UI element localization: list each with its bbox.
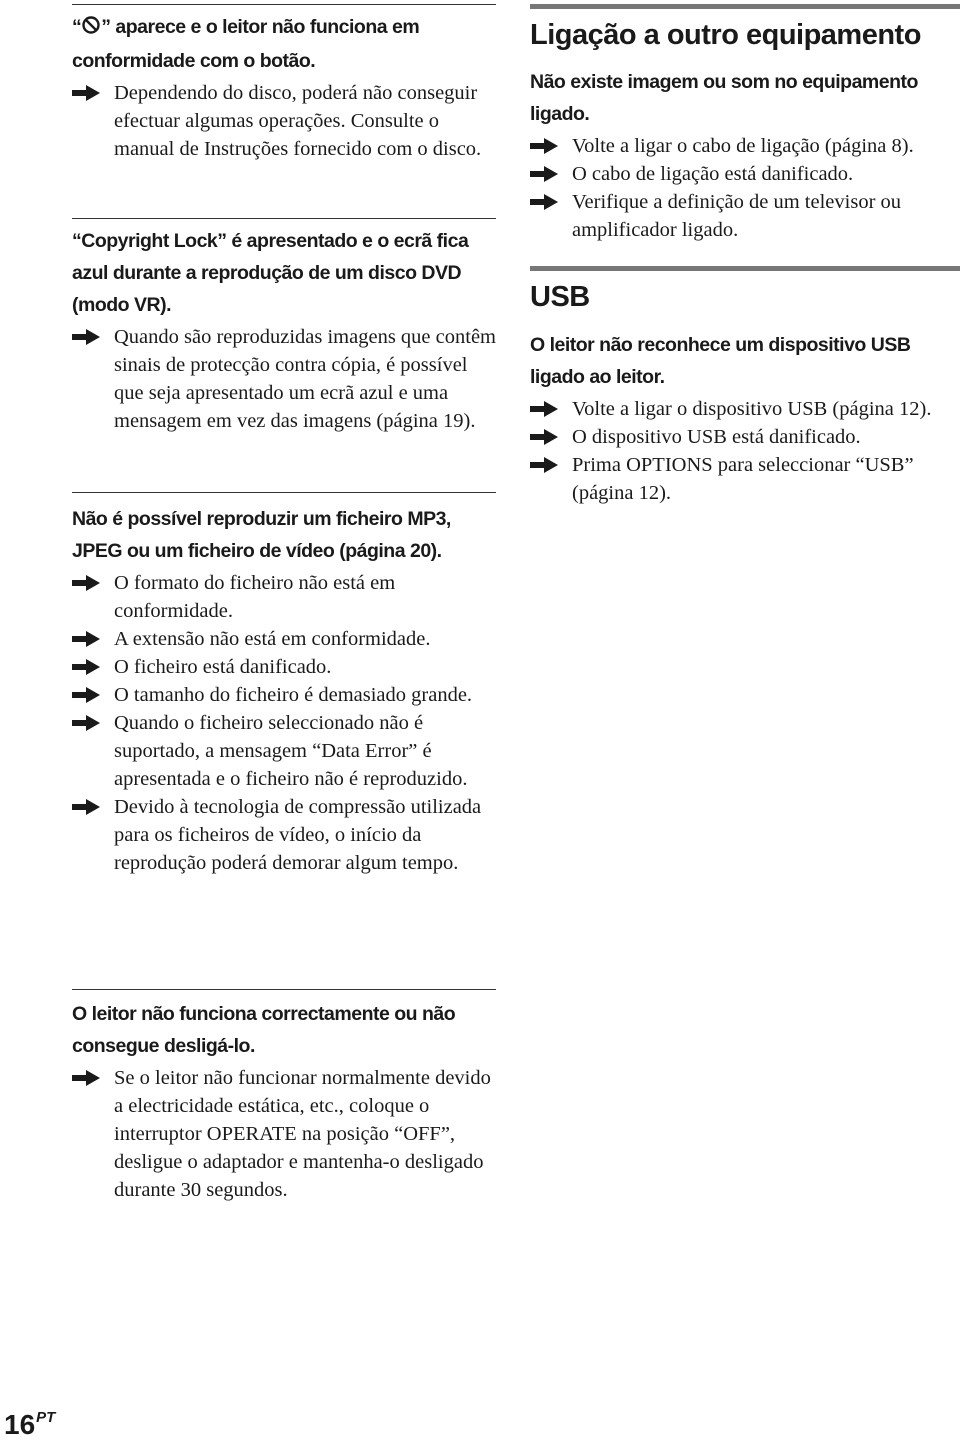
answer-item [72,569,496,625]
answer-item [72,1064,496,1204]
answer-item [530,160,960,188]
question-heading: O leitor não reconhece um dispositivo USB ligado ao leitor. [530,334,911,388]
answer-text: Dependendo do disco, poderá não conseguir efectuar algumas operações. Consulte o manual de Instruções fornecido com o disco. [114,82,482,160]
answer-item [530,395,960,423]
answer-item [530,132,960,160]
question-heading: O leitor não funciona correctamente ou não consegue desligá-lo. [72,1003,456,1057]
right-arrow-icon [530,395,572,423]
section-connection [530,4,960,244]
right-arrow-icon [530,423,572,451]
answer-item [72,79,496,163]
prohibited-icon [81,13,101,45]
answer-item [530,451,960,507]
question-heading: Não existe imagem ou som no equipamento ligado. [530,71,918,125]
right-arrow-icon [72,793,114,821]
section-usb [530,266,960,507]
answer-item [72,681,496,709]
right-arrow-icon [72,625,114,653]
answer-text: Quando são reproduzidas imagens que contêm sinais de protecção contra cópia, é possível que seja apresentado um ecrã azul e uma mensagem em vez das imagens (página 19). [114,326,496,432]
page-number-value: 16 [4,1409,36,1440]
answer-item [530,188,960,244]
answer-text: Quando o ficheiro seleccionado não é suportado, a mensagem “Data Error” é apresentada e o ficheiro não é reproduzido. [114,712,468,790]
right-arrow-icon [72,709,114,737]
answer-text: Devido à tecnologia de compressão utilizada para os ficheiros de vídeo, o início da reprodução poderá demorar algum tempo. [114,796,482,874]
answer-item [72,323,496,435]
answer-text: O formato do ficheiro não está em conformidade. [114,572,396,622]
question-heading [72,11,496,77]
answer-text: Verifique a definição de um televisor ou amplificador ligado. [572,191,902,241]
quote-open: “ [72,16,82,38]
answer-text: O tamanho do ficheiro é demasiado grande. [114,684,473,706]
section-title: Ligação a outro equipamento [530,19,921,51]
right-arrow-icon [72,79,114,107]
answer-text: Volte a ligar o dispositivo USB (página 12). [572,398,932,420]
answer-text: O ficheiro está danificado. [114,656,332,678]
right-arrow-icon [530,451,572,479]
page-number [4,1398,55,1445]
answer-item [530,423,960,451]
question-text: ” aparece e o leitor não funciona em conformidade com o botão. [72,16,420,72]
right-arrow-icon [530,160,572,188]
answer-item [72,653,496,681]
troubleshoot-item-file-playback [72,492,496,877]
answer-text: O dispositivo USB está danificado. [572,426,861,448]
right-arrow-icon [530,188,572,216]
answer-item [72,793,496,877]
answer-text: Volte a ligar o cabo de ligação (página 8). [572,135,914,157]
right-arrow-icon [72,569,114,597]
answer-text: Se o leitor não funcionar normalmente devido a electricidade estática, etc., coloque o interruptor OPERATE na posição “OFF”, desligue o adaptador e mantenha-o desligado durante 30 segundos. [114,1067,491,1201]
section-title: USB [530,281,590,313]
troubleshoot-item-power [72,989,496,1204]
right-arrow-icon [72,323,114,351]
troubleshoot-item-copyright-lock [72,218,496,435]
troubleshoot-item-prohibit [72,4,496,163]
right-arrow-icon [72,653,114,681]
answer-item [72,709,496,793]
language-code: PT [36,1409,56,1426]
answer-item [72,625,496,653]
right-arrow-icon [72,1064,114,1092]
right-arrow-icon [530,132,572,160]
answer-text: Prima OPTIONS para seleccionar “USB” (página 12). [572,454,914,504]
answer-text: O cabo de ligação está danificado. [572,163,854,185]
answer-text: A extensão não está em conformidade. [114,628,431,650]
right-arrow-icon [72,681,114,709]
question-heading: Não é possível reproduzir um ficheiro MP3, JPEG ou um ficheiro de vídeo (página 20). [72,508,451,562]
question-heading: “Copyright Lock” é apresentado e o ecrã fica azul durante a reprodução de um disco DVD (modo VR). [72,230,469,316]
